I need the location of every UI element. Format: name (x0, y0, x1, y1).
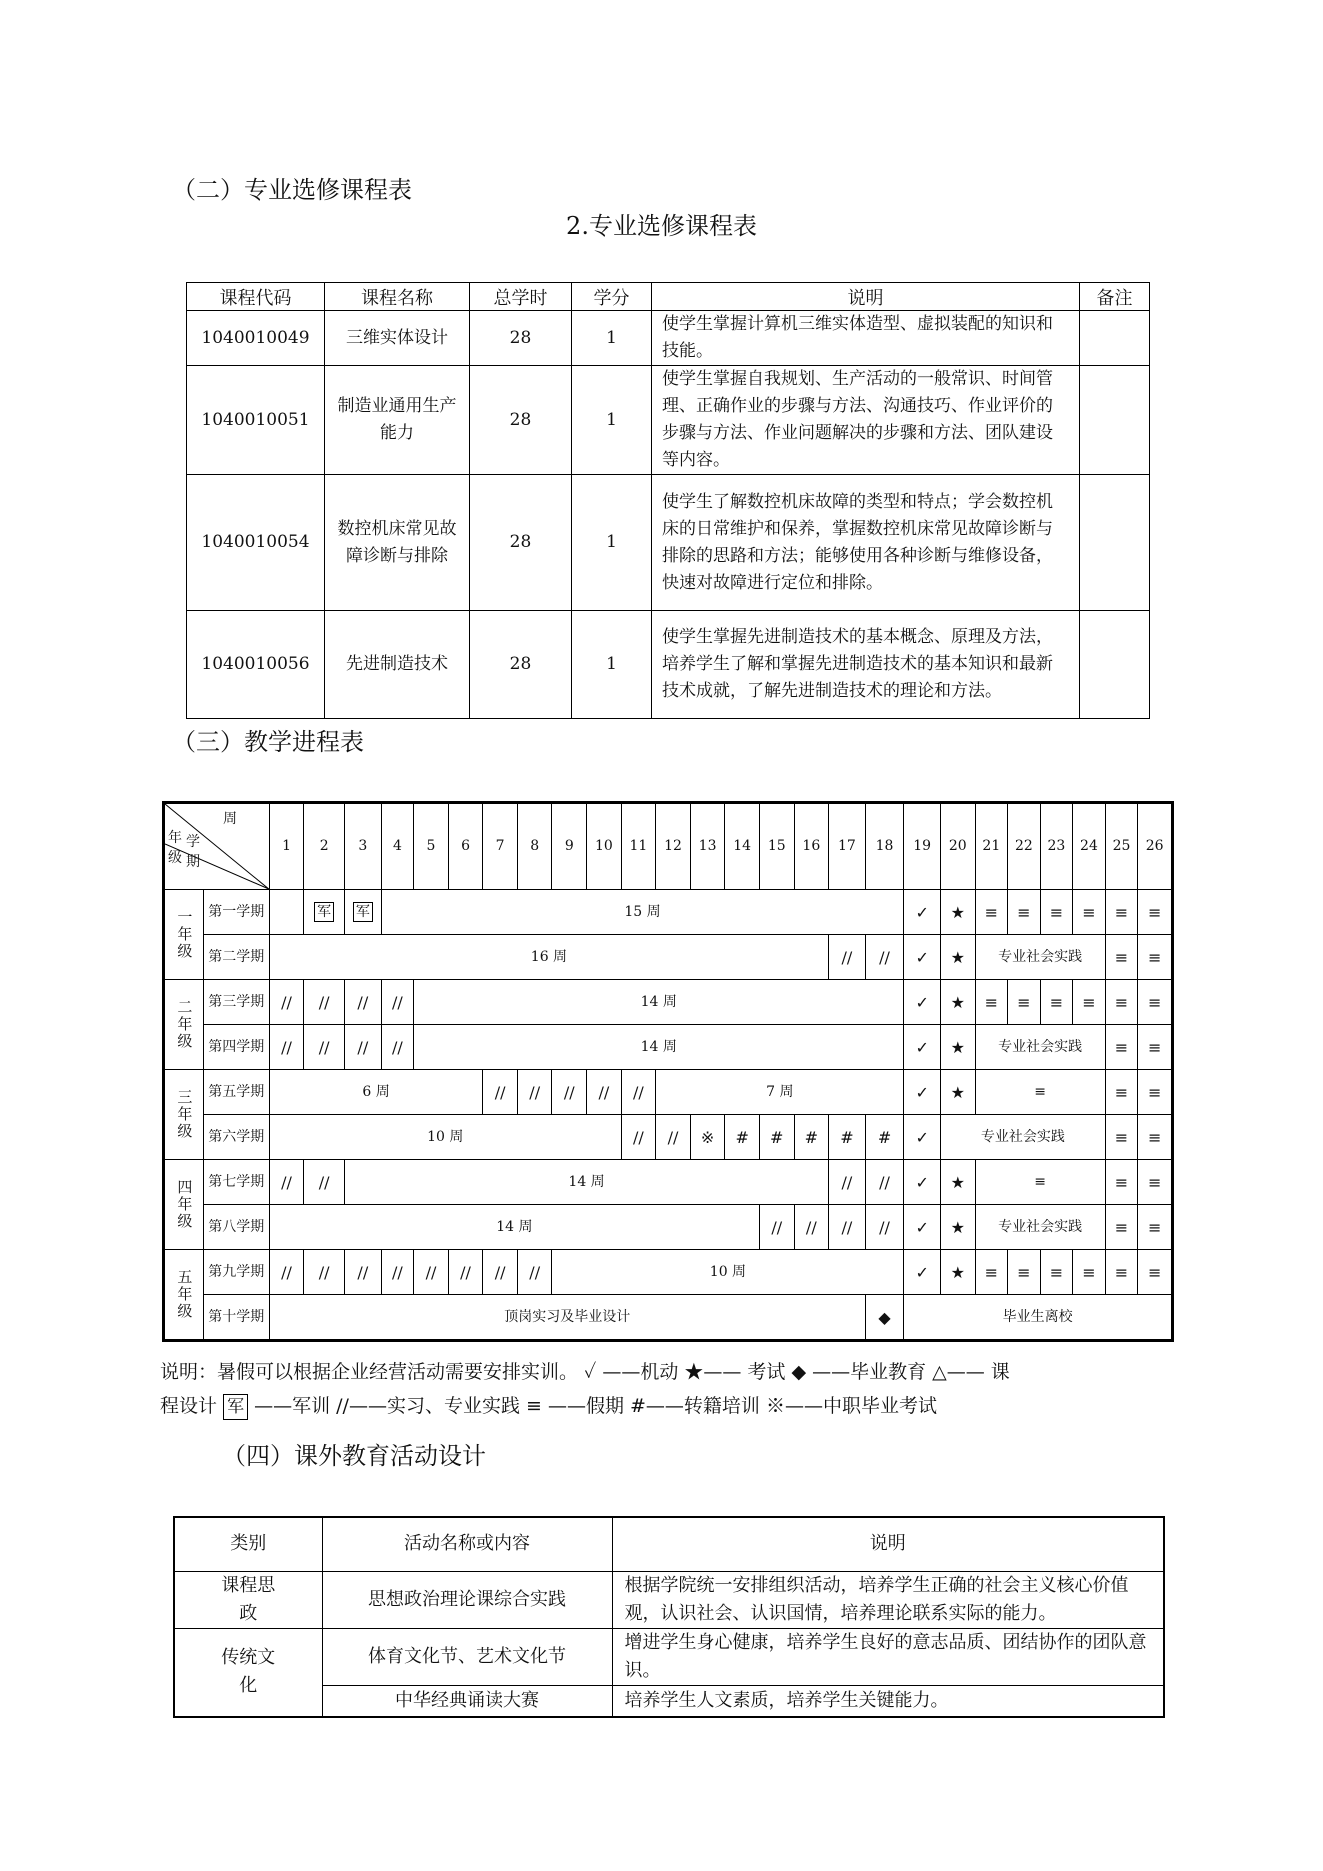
semester-row (164, 1115, 1173, 1160)
diagonal-header-cell (164, 803, 270, 890)
activity-name: 体育文化节、艺术文化节 (322, 1628, 612, 1685)
week-number: 24 (1073, 803, 1106, 890)
week-number: 4 (381, 803, 414, 890)
schedule-cell: ✓ (904, 1250, 941, 1295)
week-number: 16 (794, 803, 829, 890)
schedule-cell: ≡ (1138, 935, 1173, 980)
course-description: 使学生掌握计算机三维实体造型、虚拟装配的知识和技能。 (652, 311, 1080, 366)
course-name: 制造业通用生产能力 (325, 366, 470, 475)
schedule-cell: // (865, 935, 904, 980)
schedule-cell: 16 周 (269, 935, 828, 980)
schedule-cell: // (414, 1250, 449, 1295)
schedule-cell: // (381, 980, 414, 1025)
schedule-cell: // (269, 1025, 304, 1070)
header-name: 课程名称 (325, 283, 470, 311)
week-number: 9 (552, 803, 587, 890)
semester-row (164, 1025, 1173, 1070)
schedule-cell: ★ (940, 1250, 975, 1295)
description-header: 说明 (612, 1517, 1164, 1571)
week-number: 18 (865, 803, 904, 890)
schedule-cell: // (345, 1025, 382, 1070)
schedule-cell: 专业社会实践 (940, 1115, 1105, 1160)
schedule-cell: // (448, 1250, 483, 1295)
week-number: 21 (975, 803, 1008, 890)
legend-rest: ——军训 //——实习、专业实践 ≡ ——假期 #——转籍培训 ※——中职毕业考试 (254, 1395, 937, 1417)
week-number: 19 (904, 803, 941, 890)
week-number: 23 (1040, 803, 1073, 890)
schedule-cell: // (483, 1070, 518, 1115)
schedule-cell: // (865, 1205, 904, 1250)
schedule-cell: 14 周 (414, 1025, 904, 1070)
schedule-cell: ≡ (1105, 1070, 1138, 1115)
semester-row (164, 1250, 1173, 1295)
course-row (187, 311, 1150, 366)
course-code: 1040010051 (187, 366, 325, 475)
week-number: 1 (269, 803, 304, 890)
course-row (187, 475, 1150, 611)
semester-label: 第十学期 (203, 1295, 269, 1341)
schedule-cell: ≡ (1073, 980, 1106, 1025)
schedule-cell: // (759, 1205, 794, 1250)
schedule-cell: // (587, 1070, 622, 1115)
schedule-cell: ≡ (1138, 1115, 1173, 1160)
schedule-cell: // (269, 1250, 304, 1295)
week-number: 3 (345, 803, 382, 890)
header-description: 说明 (652, 283, 1080, 311)
course-description: 使学生掌握先进制造技术的基本概念、原理及方法，培养学生了解和掌握先进制造技术的基本知识和最新技术成就，了解先进制造技术的理论和方法。 (652, 611, 1080, 719)
schedule-cell: // (621, 1115, 656, 1160)
schedule-cell: // (269, 980, 304, 1025)
schedule-cell: # (865, 1115, 904, 1160)
semester-label: 第四学期 (203, 1025, 269, 1070)
schedule-cell: // (381, 1025, 414, 1070)
schedule-cell: ≡ (975, 980, 1008, 1025)
military-training-symbol: 军 (223, 1394, 248, 1420)
schedule-cell: ≡ (1008, 1250, 1041, 1295)
course-remark (1080, 611, 1150, 719)
week-number: 5 (414, 803, 449, 890)
schedule-cell: 专业社会实践 (975, 1025, 1105, 1070)
year-label: 三年级 (164, 1070, 204, 1160)
schedule-cell: ≡ (1138, 890, 1173, 935)
week-number: 12 (656, 803, 691, 890)
military-training-mark: 军 (353, 902, 373, 922)
semester-label: 第七学期 (203, 1160, 269, 1205)
week-number: 15 (759, 803, 794, 890)
schedule-cell: 顶岗实习及毕业设计 (269, 1295, 865, 1341)
schedule-cell: ≡ (1105, 1250, 1138, 1295)
course-remark (1080, 311, 1150, 366)
semester-row (164, 890, 1173, 935)
schedule-cell: ≡ (1138, 1250, 1173, 1295)
schedule-cell: // (345, 980, 382, 1025)
activity-header: 活动名称或内容 (322, 1517, 612, 1571)
schedule-cell: ≡ (975, 1160, 1105, 1205)
schedule-cell: ≡ (1105, 1205, 1138, 1250)
schedule-cell: ★ (940, 890, 975, 935)
activity-description: 根据学院统一安排组织活动，培养学生正确的社会主义核心价值观，认识社会、认识国情，培养理论联系实际的能力。 (612, 1571, 1164, 1628)
schedule-cell: // (304, 1250, 345, 1295)
week-number: 6 (448, 803, 483, 890)
header-hours: 总学时 (470, 283, 572, 311)
schedule-cell: 15 周 (381, 890, 904, 935)
schedule-cell: ✓ (904, 890, 941, 935)
schedule-cell: // (304, 980, 345, 1025)
course-name: 先进制造技术 (325, 611, 470, 719)
schedule-cell: ≡ (1073, 1250, 1106, 1295)
schedule-cell: ≡ (975, 1070, 1105, 1115)
schedule-cell: // (656, 1115, 691, 1160)
schedule-cell: // (829, 935, 866, 980)
schedule-cell: ★ (940, 1160, 975, 1205)
course-credit: 1 (572, 611, 652, 719)
schedule-cell: ≡ (1105, 935, 1138, 980)
corner-year-label: 年级 (168, 830, 182, 866)
course-code: 1040010054 (187, 475, 325, 611)
week-number: 13 (690, 803, 725, 890)
schedule-cell: ≡ (1138, 1160, 1173, 1205)
schedule-cell: ✓ (904, 1160, 941, 1205)
table1-title: 2.专业选修课程表 (566, 212, 757, 240)
semester-label: 第二学期 (203, 935, 269, 980)
course-name: 数控机床常见故障诊断与排除 (325, 475, 470, 611)
schedule-cell: // (829, 1160, 866, 1205)
schedule-cell: ≡ (1040, 980, 1073, 1025)
semester-row (164, 1160, 1173, 1205)
course-code: 1040010049 (187, 311, 325, 366)
activity-description: 增进学生身心健康，培养学生良好的意志品质、团结协作的团队意识。 (612, 1628, 1164, 1685)
schedule-cell: 14 周 (345, 1160, 829, 1205)
year-label: 四年级 (164, 1160, 204, 1250)
week-number: 25 (1105, 803, 1138, 890)
schedule-cell: // (304, 1160, 345, 1205)
activity-row (174, 1628, 1164, 1685)
schedule-cell: // (483, 1250, 518, 1295)
week-number: 7 (483, 803, 518, 890)
schedule-cell (345, 890, 382, 935)
corner-week-label: 周 (223, 811, 237, 827)
schedule-cell: ✓ (904, 935, 941, 980)
schedule-cell: ✓ (904, 1205, 941, 1250)
schedule-cell: ◆ (865, 1295, 904, 1341)
schedule-cell: ≡ (1105, 1115, 1138, 1160)
course-code: 1040010056 (187, 611, 325, 719)
semester-label: 第九学期 (203, 1250, 269, 1295)
schedule-cell: ≡ (1105, 1160, 1138, 1205)
corner-term-label: 学期 (186, 834, 200, 870)
activity-row (174, 1571, 1164, 1628)
schedule-cell: ≡ (1040, 890, 1073, 935)
schedule-cell: // (794, 1205, 829, 1250)
schedule-cell: # (759, 1115, 794, 1160)
schedule-cell: # (794, 1115, 829, 1160)
header-code: 课程代码 (187, 283, 325, 311)
semester-row (164, 935, 1173, 980)
week-number: 22 (1008, 803, 1041, 890)
schedule-cell: 7 周 (656, 1070, 904, 1115)
schedule-cell: // (621, 1070, 656, 1115)
schedule-cell: 14 周 (269, 1205, 759, 1250)
schedule-cell: ≡ (1138, 1025, 1173, 1070)
schedule-cell: ≡ (1105, 980, 1138, 1025)
schedule-cell: // (829, 1205, 866, 1250)
schedule-cell: 10 周 (552, 1250, 904, 1295)
schedule-cell: ≡ (1138, 1070, 1173, 1115)
extracurricular-activity-table (173, 1516, 1165, 1718)
activity-description: 培养学生人文素质，培养学生关键能力。 (612, 1685, 1164, 1717)
schedule-cell: 10 周 (269, 1115, 621, 1160)
schedule-cell: # (725, 1115, 760, 1160)
section2-heading: （二）专业选修课程表 (172, 176, 412, 204)
course-remark (1080, 475, 1150, 611)
schedule-cell: // (345, 1250, 382, 1295)
section3-heading: （三）教学进程表 (172, 728, 364, 756)
year-label: 一年级 (164, 890, 204, 980)
schedule-cell: ≡ (975, 1250, 1008, 1295)
course-description: 使学生了解数控机床故障的类型和特点；学会数控机床的日常维护和保养，掌握数控机床常见故障诊断与排除的思路和方法；能够使用各种诊断与维修设备，快速对故障进行定位和排除。 (652, 475, 1080, 611)
schedule-cell (304, 890, 345, 935)
schedule-cell: ≡ (1105, 1025, 1138, 1070)
semester-row (164, 1070, 1173, 1115)
week-number: 2 (304, 803, 345, 890)
activity-row (174, 1685, 1164, 1717)
semester-row (164, 1295, 1173, 1341)
table-header-row (187, 283, 1150, 311)
schedule-cell: ≡ (1105, 890, 1138, 935)
schedule-cell: 毕业生离校 (904, 1295, 1173, 1341)
schedule-cell: ≡ (1040, 1250, 1073, 1295)
legend-prefix: 程设计 (160, 1395, 218, 1417)
schedule-cell: // (552, 1070, 587, 1115)
schedule-cell: ≡ (1138, 1205, 1173, 1250)
military-training-mark: 军 (314, 902, 334, 922)
course-hours: 28 (470, 311, 572, 366)
schedule-cell: // (517, 1070, 552, 1115)
schedule-cell: // (517, 1250, 552, 1295)
course-row (187, 611, 1150, 719)
week-number: 8 (517, 803, 552, 890)
activity-header-row (174, 1517, 1164, 1571)
schedule-cell: ✓ (904, 1070, 941, 1115)
schedule-cell: ✓ (904, 980, 941, 1025)
schedule-cell: 14 周 (414, 980, 904, 1025)
week-number: 20 (940, 803, 975, 890)
course-credit: 1 (572, 475, 652, 611)
semester-label: 第八学期 (203, 1205, 269, 1250)
schedule-cell: ≡ (1008, 890, 1041, 935)
activity-name: 思想政治理论课综合实践 (322, 1571, 612, 1628)
course-name: 三维实体设计 (325, 311, 470, 366)
schedule-cell: ★ (940, 1205, 975, 1250)
schedule-cell: ★ (940, 935, 975, 980)
year-label: 五年级 (164, 1250, 204, 1341)
schedule-cell (269, 890, 304, 935)
legend-line-1: 说明：暑假可以根据企业经营活动需要安排实训。 ✓ ——机动 ★—— 考试 ◆ ——毕业教育 △—— 课 (160, 1361, 1010, 1383)
schedule-cell: ≡ (1073, 890, 1106, 935)
schedule-cell: ✓ (904, 1025, 941, 1070)
week-number: 26 (1138, 803, 1173, 890)
category-header: 类别 (174, 1517, 322, 1571)
schedule-cell: ★ (940, 1025, 975, 1070)
schedule-cell: ✓ (904, 1115, 941, 1160)
activity-category: 课程思政 (174, 1571, 322, 1628)
schedule-cell: ≡ (1008, 980, 1041, 1025)
header-remark: 备注 (1080, 283, 1150, 311)
week-header-row (164, 803, 1173, 890)
schedule-cell: // (269, 1160, 304, 1205)
course-hours: 28 (470, 475, 572, 611)
schedule-cell: // (865, 1160, 904, 1205)
header-credit: 学分 (572, 283, 652, 311)
week-number: 14 (725, 803, 760, 890)
semester-label: 第三学期 (203, 980, 269, 1025)
activity-category: 传统文化 (174, 1628, 322, 1717)
schedule-cell: 专业社会实践 (975, 935, 1105, 980)
course-credit: 1 (572, 311, 652, 366)
schedule-cell: // (381, 1250, 414, 1295)
course-hours: 28 (470, 611, 572, 719)
course-remark (1080, 366, 1150, 475)
semester-label: 第五学期 (203, 1070, 269, 1115)
schedule-cell: ≡ (1138, 980, 1173, 1025)
schedule-cell: 专业社会实践 (975, 1205, 1105, 1250)
schedule-cell: ※ (690, 1115, 725, 1160)
course-row (187, 366, 1150, 475)
schedule-cell: # (829, 1115, 866, 1160)
schedule-cell: // (304, 1025, 345, 1070)
schedule-cell: ★ (940, 1070, 975, 1115)
elective-course-table (186, 282, 1150, 719)
schedule-cell: 6 周 (269, 1070, 483, 1115)
course-credit: 1 (572, 366, 652, 475)
week-number: 17 (829, 803, 866, 890)
year-label: 二年级 (164, 980, 204, 1070)
legend-line-2 (160, 1389, 1180, 1423)
schedule-cell: ≡ (975, 890, 1008, 935)
course-hours: 28 (470, 366, 572, 475)
week-number: 11 (621, 803, 656, 890)
section4-heading: （四）课外教育活动设计 (222, 1442, 486, 1470)
activity-name: 中华经典诵读大赛 (322, 1685, 612, 1717)
course-description: 使学生掌握自我规划、生产活动的一般常识、时间管理、正确作业的步骤与方法、沟通技巧、作业评价的步骤与方法、作业问题解决的步骤和方法、团队建设等内容。 (652, 366, 1080, 475)
schedule-cell: ★ (940, 980, 975, 1025)
semester-label: 第一学期 (203, 890, 269, 935)
teaching-schedule-table (162, 801, 1174, 1342)
semester-row (164, 980, 1173, 1025)
week-number: 10 (587, 803, 622, 890)
semester-label: 第六学期 (203, 1115, 269, 1160)
semester-row (164, 1205, 1173, 1250)
